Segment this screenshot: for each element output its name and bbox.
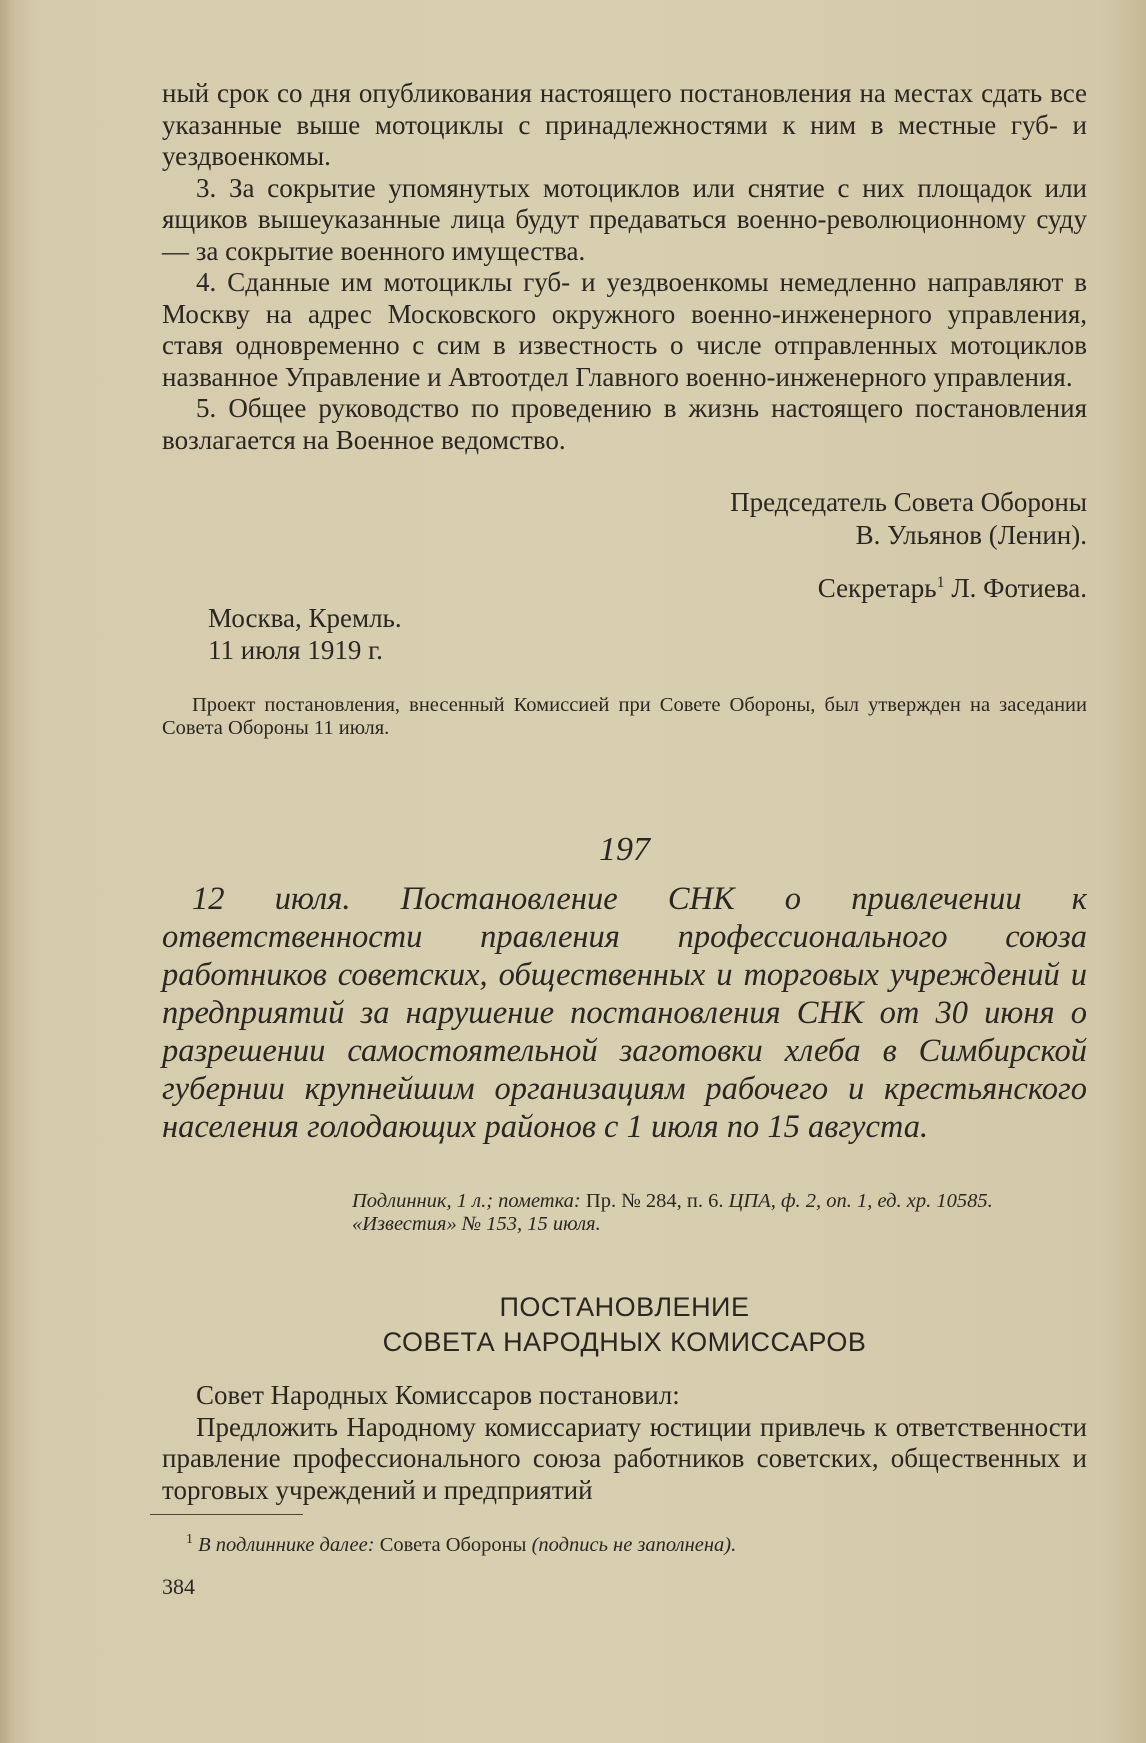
- page-number: 384: [162, 1574, 195, 1599]
- footnote: [162, 1528, 1087, 1557]
- continued-text-block: [162, 78, 1087, 456]
- signature-title: Председатель Совета Обороны: [730, 487, 1087, 517]
- source-archive: [162, 1190, 1087, 1213]
- source-archive-mark: Пр. № 284, п. 6.: [580, 1190, 724, 1212]
- paragraph-4: 4. Сданные им мотоциклы губ- и уездвоенкомы немедленно направляют в Москву на адрес Московского окружного военно-инженерного управления, ставя одновременно с сим в известность о числе отправленных мотоциклов названное Управление и Автоотдел Главного военно-инженерного управления.: [162, 267, 1087, 392]
- editorial-note-text: Проект постановления, внесенный Комиссией при Совете Обороны, был утвержден на заседании Совета Обороны 11 июля.: [162, 694, 1087, 739]
- footnote-divider: [150, 1514, 303, 1515]
- footnote-mark: 1: [186, 1532, 193, 1547]
- footnote-reference: 1: [936, 574, 945, 591]
- footnote-italic: В подлиннике далее:: [193, 1533, 375, 1556]
- document-heading: [162, 880, 1087, 1146]
- decree-title-line-1: ПОСТАНОВЛЕНИЕ: [499, 1292, 750, 1322]
- paragraph-5: 5. Общее руководство по проведению в жизнь настоящего постановления возлагается на Военное ведомство.: [162, 393, 1087, 455]
- date: 11 июля 1919 г.: [208, 635, 383, 665]
- source-publication: «Известия» № 153, 15 июля.: [352, 1213, 601, 1235]
- signature-block: [162, 486, 1087, 605]
- source-archive-label: Подлинник, 1 л.; пометка:: [352, 1190, 581, 1212]
- document-number: [162, 830, 1087, 870]
- decree-title-line-2: СОВЕТА НАРОДНЫХ КОМИССАРОВ: [382, 1327, 867, 1357]
- paragraph-intro: ный срок со дня опубликования настоящего постановления на местах сдать все указанные выше мотоциклы с принадлежностями к ним в местные губ- и уездвоенкомы.: [162, 78, 1087, 171]
- place-date-block: [162, 602, 1087, 666]
- paragraph-3: 3. За сокрытие упомянутых мотоциклов или снятие с них площадок или ящиков вышеуказанные лица будут предаваться военно-революционному суду — за сокрытие военного имущества.: [162, 172, 1087, 266]
- place: Москва, Кремль.: [208, 603, 402, 633]
- decree-title: [162, 1290, 1087, 1360]
- footnote-text: [162, 1528, 1087, 1557]
- decree-text: Предложить Народному комиссариату юстиции привлечь к ответственности правление профессионального союза работников советских, общественных и торговых учреждений и предприятий: [162, 1411, 1087, 1505]
- decree-intro: Совет Народных Комиссаров постановил:: [196, 1380, 680, 1410]
- source-archive-fund: ЦПА, ф. 2, оп. 1, ед. хр. 10585.: [723, 1190, 993, 1212]
- footnote-italic-2: (подпись не заполнена).: [531, 1533, 737, 1556]
- document-number-text: 197: [599, 831, 650, 868]
- secretary-label: Секретарь: [817, 573, 937, 603]
- editorial-note: [162, 694, 1087, 740]
- document-heading-text: 12 июля. Постановление СНК о привлечении к ответственности правления профессионального союза работников советских, общественных и торговых учреждений и предприятий за нарушение постановления СНК от 30 июня о разрешении самостоятельной заготовки хлеба в Симбирской губернии крупнейшим организациям рабочего и крестьянского населения голодающих районов с 1 июля по 15 августа.: [162, 881, 1087, 1145]
- decree-text-block: [162, 1380, 1087, 1506]
- signature-name: В. Ульянов (Ленин).: [855, 520, 1087, 550]
- secretary-line: [162, 566, 1087, 605]
- secretary-name: Л. Фотиева.: [944, 573, 1087, 603]
- footnote-body: Совета Обороны: [374, 1533, 532, 1556]
- source-references: [162, 1190, 1087, 1236]
